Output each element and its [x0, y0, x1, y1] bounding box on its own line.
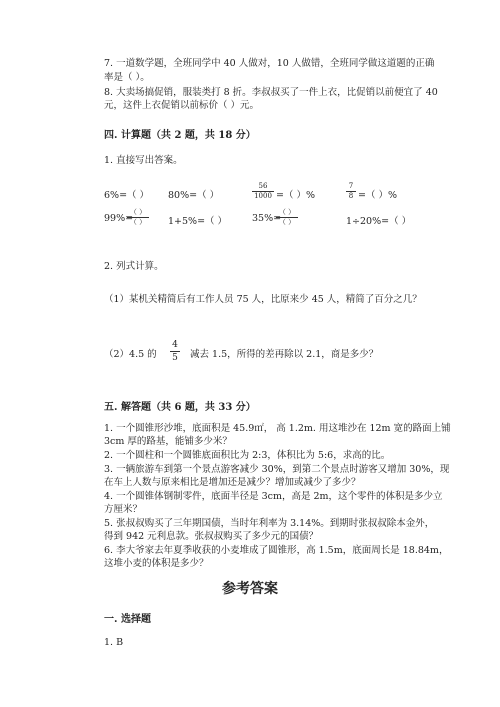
calc-item-80pct: 80%=（ ） [168, 190, 220, 201]
s5-line: 这堆小麦的体积是多少？ [104, 558, 209, 569]
fraction-denominator: （ ） [129, 218, 147, 226]
calc-item-1plus5pct: 1+5%=（ ） [168, 216, 228, 227]
fraction-7-8 [346, 182, 356, 201]
s5-line: 5. 张叔叔购买了三年期国债，当时年利率为 3.14%。到期时张叔叔除本金外， [104, 518, 435, 529]
answer-section1-title: 一. 选择题 [104, 614, 151, 625]
calc-item-35pct-head: 35%= [252, 213, 282, 224]
section5-title: 五. 解答题（共 6 题，共 33 分） [104, 402, 256, 413]
q7-line1: 7. 一道数学题，全班同学中 40 人做对，10 人做错，全班同学做这道题的正确 [104, 58, 435, 69]
fraction-numerator: 7 [348, 182, 354, 190]
fraction-numerator: （ ） [278, 208, 296, 216]
fraction-denominator: 8 [348, 192, 354, 200]
s5-line: 3. 一辆旅游车到第一个景点游客减少 30%，到第二个景点时游客又增加 30%，现 [104, 464, 450, 475]
q8-line2: 元，这件上衣促销以前标价（ ）元。 [104, 100, 260, 111]
answer-key-title: 参考答案 [222, 581, 278, 597]
calc-item-99pct-head: 99%= [104, 213, 134, 224]
fraction-99pct-blank [127, 208, 149, 227]
fraction-35pct-blank [276, 208, 298, 227]
s5-line: 得到 942 元利息款。张叔叔购买了多少元的国债？ [104, 531, 319, 542]
calc2-problem2-tail: 减去 1.5，所得的差再除以 2.1，商是多少？ [190, 349, 379, 360]
calc-item-7-8-tail: =（ ）% [358, 190, 398, 201]
fraction-denominator: 5 [172, 353, 178, 363]
fraction-numerator: （ ） [129, 208, 147, 216]
q7-line2: 率是（ ）。 [104, 72, 150, 83]
fraction-4-5 [170, 339, 180, 364]
calc2-problem1: （1）某机关精简后有工作人员 75 人，比原来少 45 人，精简了百分之几？ [104, 294, 422, 305]
s5-line: 2. 一个圆柱和一个圆锥底面积比为 2:3，体积比为 5:6，求高的比。 [104, 450, 391, 461]
s5-line: 4. 一个圆锥体钢制零件，底面半径是 3cm，高是 2m，这个零件的体积是多少立 [104, 491, 443, 502]
s5-line: 3cm 厚的路基，能铺多少米？ [104, 436, 232, 447]
calc-item-56-1000-tail: =（ ）% [276, 190, 316, 201]
fraction-denominator: 1000 [254, 192, 272, 200]
calc1-title: 1. 直接写出答案。 [104, 155, 183, 166]
fraction-numerator: 56 [258, 182, 268, 190]
s5-line: 在车上人数与原来相比是增加还是减少？增加或减少了多少？ [104, 477, 361, 488]
fraction-56-1000 [252, 182, 274, 201]
calc-item-6pct: 6%=（ ） [104, 190, 150, 201]
s5-line: 方厘米？ [104, 504, 143, 515]
calc2-title: 2. 列式计算。 [104, 261, 164, 272]
calc-item-1div20pct: 1÷20%=（ ） [346, 216, 412, 227]
fraction-denominator: （ ） [278, 218, 296, 226]
s5-line: 6. 李大爷家去年夏季收获的小麦堆成了圆锥形，高 1.5m，底面周长是 18.84m， [104, 545, 449, 556]
section4-title: 四. 计算题（共 2 题，共 18 分） [104, 130, 256, 141]
q8-line1: 8. 大卖场搞促销，服装类打 8 折。李叔叔买了一件上衣，比促销以前便宜了 40 [104, 87, 438, 98]
answer-item-1: 1. B [104, 637, 124, 648]
s5-line: 1. 一个圆锥形沙堆，底面积是 45.9㎡， 高 1.2m. 用这堆沙在 12m 宽的路面上铺 [104, 423, 451, 434]
fraction-numerator: 4 [172, 340, 178, 350]
calc2-problem2-head: （2）4.5 的 [104, 349, 157, 360]
